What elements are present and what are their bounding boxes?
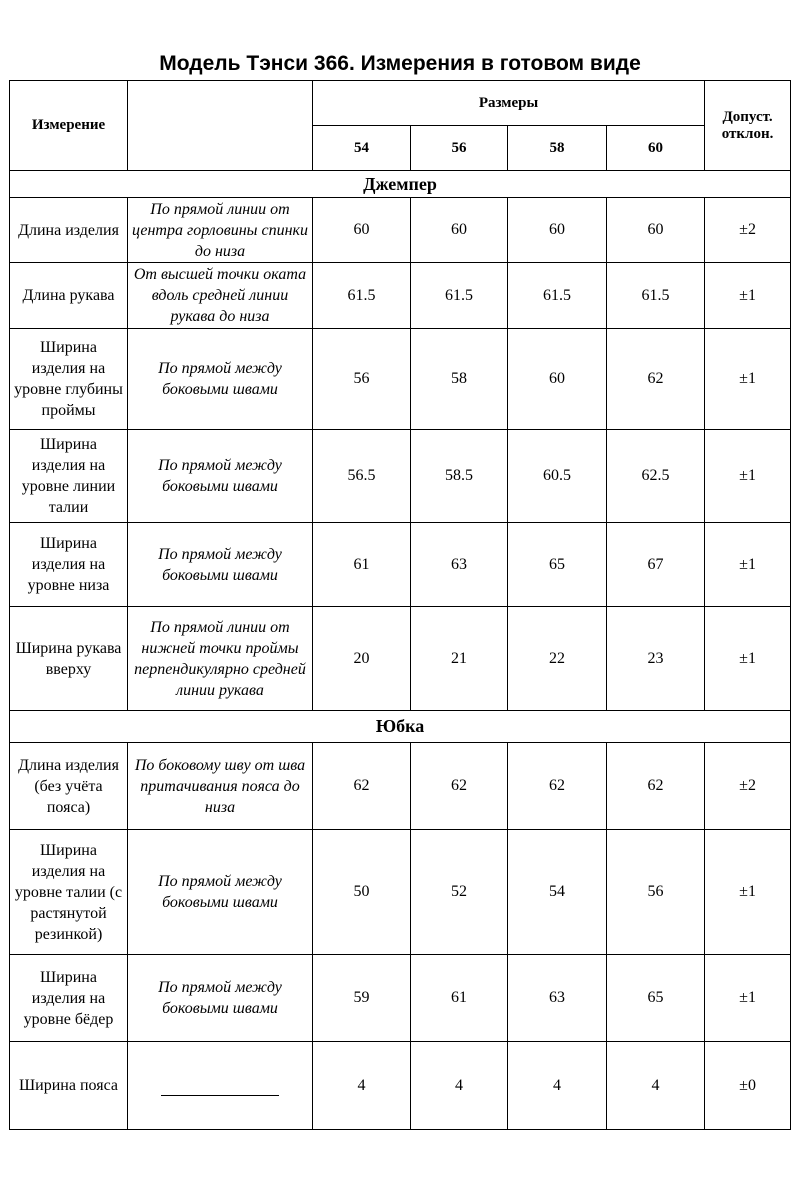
tolerance-value: ±0 xyxy=(705,1042,791,1130)
value-60: 62 xyxy=(607,329,705,430)
measurement-name: Ширина рукава вверху xyxy=(10,607,128,711)
value-56: 4 xyxy=(411,1042,508,1130)
tolerance-value: ±1 xyxy=(705,329,791,430)
table-row xyxy=(10,430,791,523)
table-row xyxy=(10,198,791,263)
tolerance-value: ±1 xyxy=(705,607,791,711)
measurements-table xyxy=(9,80,791,1130)
header-method-blank xyxy=(128,81,313,171)
blank-line xyxy=(161,1095,279,1096)
value-60: 62.5 xyxy=(607,430,705,523)
measurement-name: Длина изделия xyxy=(10,198,128,263)
measurement-name: Ширина пояса xyxy=(10,1042,128,1130)
measurement-method: По прямой между боковыми швами xyxy=(128,329,313,430)
section-title: Юбка xyxy=(10,711,791,743)
value-60: 4 xyxy=(607,1042,705,1130)
value-58: 61.5 xyxy=(508,263,607,329)
measurement-method: По прямой линии от нижней точки проймы перпендикулярно средней линии рукава xyxy=(128,607,313,711)
measurement-method: От высшей точки оката вдоль средней линии рукава до низа xyxy=(128,263,313,329)
value-54: 4 xyxy=(313,1042,411,1130)
value-56: 63 xyxy=(411,523,508,607)
value-56: 58.5 xyxy=(411,430,508,523)
value-56: 52 xyxy=(411,830,508,955)
value-58: 54 xyxy=(508,830,607,955)
value-60: 61.5 xyxy=(607,263,705,329)
value-54: 62 xyxy=(313,743,411,830)
value-58: 65 xyxy=(508,523,607,607)
value-56: 62 xyxy=(411,743,508,830)
value-58: 60.5 xyxy=(508,430,607,523)
measurement-name: Ширина изделия на уровне талии (с растянутой резинкой) xyxy=(10,830,128,955)
value-54: 59 xyxy=(313,955,411,1042)
value-58: 4 xyxy=(508,1042,607,1130)
measurement-method: По прямой между боковыми швами xyxy=(128,523,313,607)
tolerance-value: ±2 xyxy=(705,198,791,263)
value-54: 60 xyxy=(313,198,411,263)
value-60: 67 xyxy=(607,523,705,607)
value-58: 63 xyxy=(508,955,607,1042)
tolerance-value: ±1 xyxy=(705,430,791,523)
value-56: 21 xyxy=(411,607,508,711)
measurement-method-empty xyxy=(128,1042,313,1130)
size-58: 58 xyxy=(508,126,607,171)
tolerance-value: ±1 xyxy=(705,523,791,607)
header-tolerance: Допуст. отклон. xyxy=(705,81,791,171)
table-row xyxy=(10,1042,791,1130)
value-56: 61 xyxy=(411,955,508,1042)
section-title: Джемпер xyxy=(10,171,791,198)
value-58: 60 xyxy=(508,329,607,430)
value-58: 60 xyxy=(508,198,607,263)
table-row xyxy=(10,607,791,711)
table-row xyxy=(10,329,791,430)
value-60: 23 xyxy=(607,607,705,711)
tolerance-value: ±1 xyxy=(705,955,791,1042)
measurement-name: Длина изделия (без учёта пояса) xyxy=(10,743,128,830)
measurement-name: Ширина изделия на уровне глубины проймы xyxy=(10,329,128,430)
header-measurement: Измерение xyxy=(10,81,128,171)
measurement-name: Ширина изделия на уровне низа xyxy=(10,523,128,607)
table-row xyxy=(10,743,791,830)
tolerance-value: ±2 xyxy=(705,743,791,830)
value-56: 60 xyxy=(411,198,508,263)
value-56: 58 xyxy=(411,329,508,430)
size-54: 54 xyxy=(313,126,411,171)
measurement-method: По прямой линии от центра горловины спинки до низа xyxy=(128,198,313,263)
size-56: 56 xyxy=(411,126,508,171)
value-54: 61 xyxy=(313,523,411,607)
measurement-method: По боковому шву от шва притачивания пояса до низа xyxy=(128,743,313,830)
value-54: 56.5 xyxy=(313,430,411,523)
measurement-method: По прямой между боковыми швами xyxy=(128,955,313,1042)
value-56: 61.5 xyxy=(411,263,508,329)
tolerance-value: ±1 xyxy=(705,830,791,955)
value-60: 56 xyxy=(607,830,705,955)
page-title: Модель Тэнси 366. Измерения в готовом виде xyxy=(159,52,641,75)
table-row xyxy=(10,955,791,1042)
measurement-name: Длина рукава xyxy=(10,263,128,329)
measurement-method: По прямой между боковыми швами xyxy=(128,430,313,523)
table-row xyxy=(10,830,791,955)
table-row xyxy=(10,523,791,607)
value-60: 62 xyxy=(607,743,705,830)
value-58: 22 xyxy=(508,607,607,711)
value-54: 20 xyxy=(313,607,411,711)
value-58: 62 xyxy=(508,743,607,830)
tolerance-value: ±1 xyxy=(705,263,791,329)
value-60: 60 xyxy=(607,198,705,263)
table-row xyxy=(10,263,791,329)
value-54: 50 xyxy=(313,830,411,955)
value-54: 61.5 xyxy=(313,263,411,329)
header-sizes: Размеры xyxy=(313,81,705,126)
value-60: 65 xyxy=(607,955,705,1042)
value-54: 56 xyxy=(313,329,411,430)
measurement-name: Ширина изделия на уровне бёдер xyxy=(10,955,128,1042)
measurement-method: По прямой между боковыми швами xyxy=(128,830,313,955)
measurement-name: Ширина изделия на уровне линии талии xyxy=(10,430,128,523)
size-60: 60 xyxy=(607,126,705,171)
